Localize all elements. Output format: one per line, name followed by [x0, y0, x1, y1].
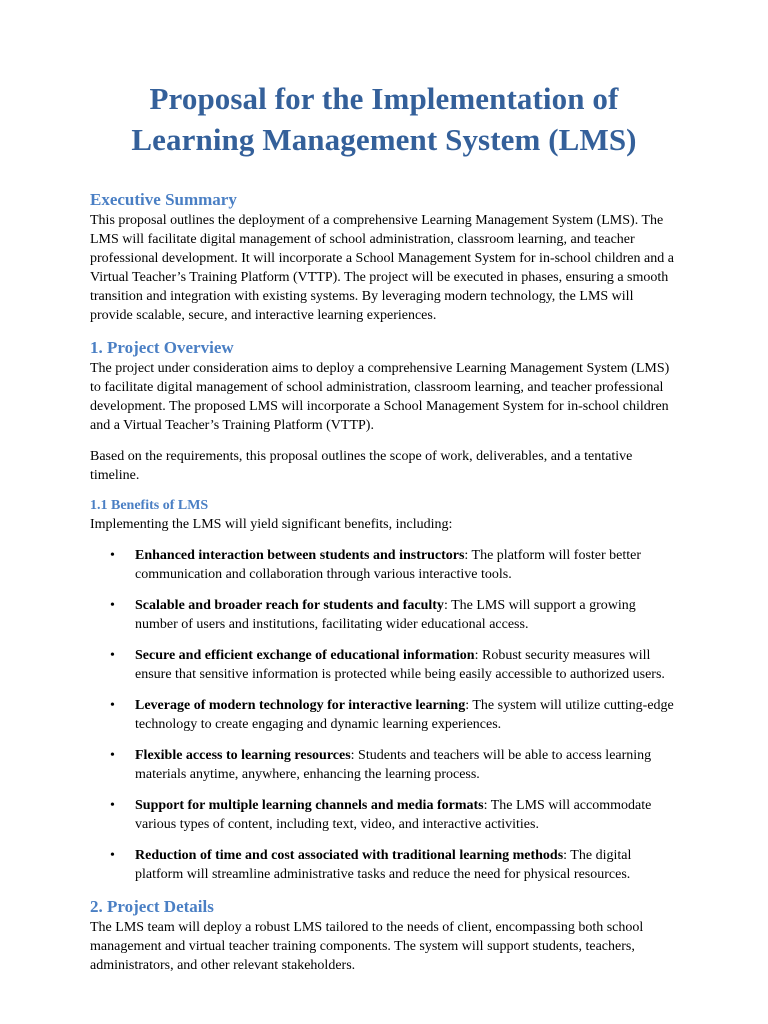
list-item [90, 596, 678, 634]
benefit-text: : Robust security measures will ensure that sensitive information is protected while being easily accessible to authorized users. [135, 648, 665, 682]
list-item [90, 546, 678, 584]
executive-summary-text: This proposal outlines the deployment of a comprehensive Learning Management System (LMS). The LMS will facilitate digital management of school administration, classroom learning, and teacher professional development. It will incorporate a School Management System for in-school children and a Virtual Teacher’s Training Platform (VTTP). The project will be executed in phases, ensuring a smooth transition and integration with existing systems. By leveraging modern technology, the LMS will provide scalable, secure, and interactive learning experiences. [90, 213, 674, 323]
bullet-icon: • [110, 848, 115, 863]
bullet-icon: • [110, 548, 115, 563]
list-item [90, 796, 678, 834]
executive-summary-heading: Executive Summary [90, 190, 237, 209]
benefits-heading: 1.1 Benefits of LMS [90, 498, 209, 513]
project-overview-heading: 1. Project Overview [90, 338, 234, 357]
benefit-title: Secure and efficient exchange of educational information [135, 648, 475, 663]
bullet-icon: • [110, 748, 115, 763]
benefit-text: : The LMS will support a growing number of users and institutions, facilitating wider educational access. [135, 598, 636, 632]
list-item [90, 696, 678, 734]
project-overview-text: The project under consideration aims to deploy a comprehensive Learning Management System (LMS) to facilitate digital management of school administration, classroom learning, and teacher professional development. The proposed LMS will incorporate a School Management System for in-school children and a Virtual Teacher’s Training Platform (VTTP). [90, 361, 670, 433]
project-overview-section [90, 337, 678, 485]
project-details-heading: 2. Project Details [90, 897, 214, 916]
benefit-text: : The platform will foster better communication and collaboration through various interactive tools. [135, 548, 642, 582]
benefit-title: Enhanced interaction between students and instructors [135, 548, 465, 563]
executive-summary-section [90, 189, 678, 325]
document-title: Proposal for the Implementation of Learning Management System (LMS) [131, 81, 637, 157]
benefit-text: : The LMS will accommodate various types of content, including text, video, and interactive activities. [135, 798, 652, 832]
benefit-text: : The system will utilize cutting-edge technology to create engaging and dynamic learning experiences. [135, 698, 674, 732]
benefit-title: Support for multiple learning channels and media formats [135, 798, 484, 813]
list-item [90, 746, 678, 784]
benefit-title: Reduction of time and cost associated with traditional learning methods [135, 848, 564, 863]
list-item [90, 646, 678, 684]
benefit-title: Flexible access to learning resources [135, 748, 351, 763]
bullet-icon: • [110, 648, 115, 663]
benefits-intro: Implementing the LMS will yield significant benefits, including: [90, 517, 453, 532]
project-details-text: The LMS team will deploy a robust LMS tailored to the needs of client, encompassing both school management and virtual teacher training components. The system will support students, teachers, administrators, and other relevant stakeholders. [90, 920, 644, 973]
list-item [90, 846, 678, 884]
benefit-title: Leverage of modern technology for interactive learning [135, 698, 466, 713]
benefit-title: Scalable and broader reach for students and faculty [135, 598, 444, 613]
bullet-icon: • [110, 798, 115, 813]
project-overview-scope-text: Based on the requirements, this proposal outlines the scope of work, deliverables, and a tentative timeline. [90, 449, 633, 483]
bullet-icon: • [110, 698, 115, 713]
benefits-list [90, 546, 678, 884]
benefits-section [90, 496, 678, 884]
bullet-icon: • [110, 598, 115, 613]
project-details-section [90, 896, 678, 975]
benefit-text: : The digital platform will streamline administrative tasks and reduce the need for physical resources. [135, 848, 632, 882]
benefit-text: : Students and teachers will be able to access learning materials anytime, anywhere, enhancing the learning process. [135, 748, 652, 782]
